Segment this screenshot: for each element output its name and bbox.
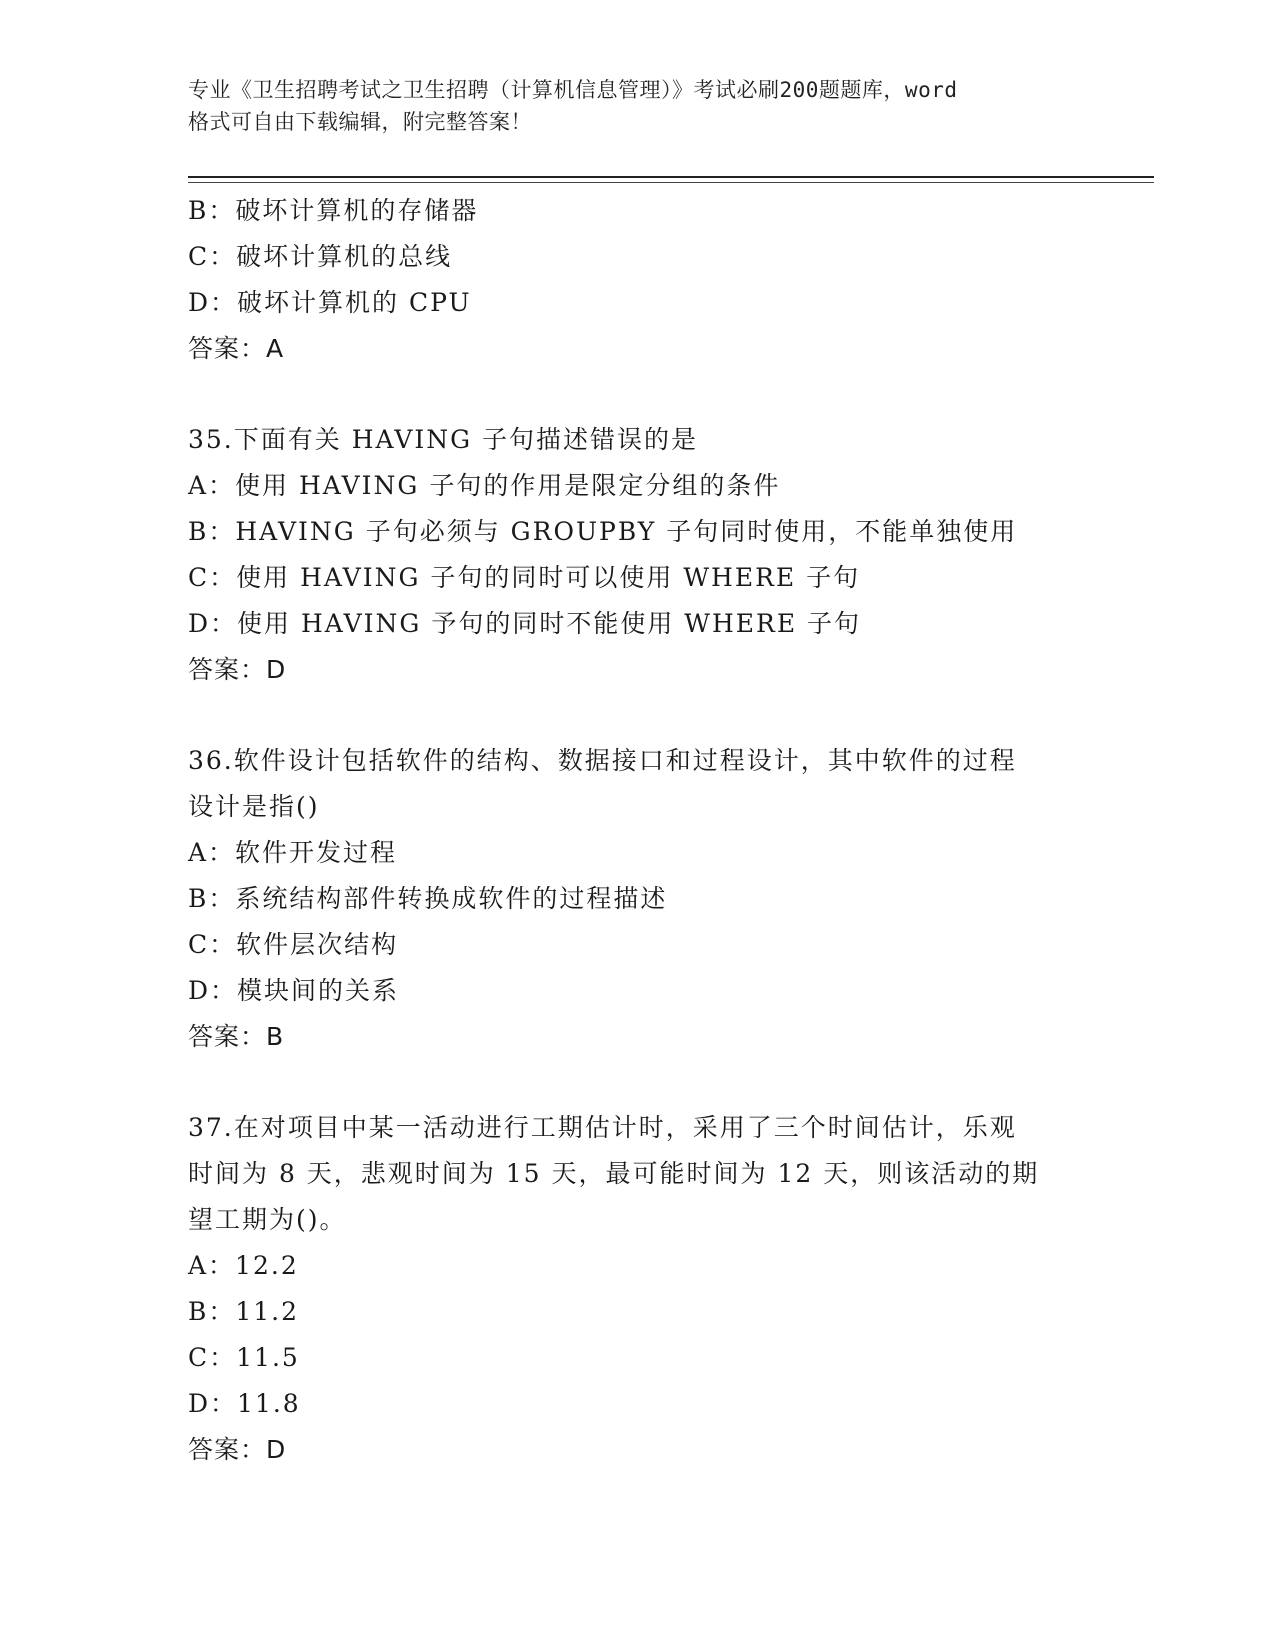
header-title-line-1: 专业《卫生招聘考试之卫生招聘（计算机信息管理）》考试必刷200题题库，word <box>188 78 958 102</box>
question-34-tail <box>188 188 1068 372</box>
answer-line: 答案：A <box>188 334 285 363</box>
header-divider-thick <box>188 176 1154 178</box>
option-c: C：破坏计算机的总线 <box>188 242 453 271</box>
answer-line: 答案：D <box>188 1435 287 1464</box>
option-d: D：破坏计算机的 CPU <box>188 288 472 317</box>
question-36 <box>188 738 1068 1060</box>
question-text-line-1: 37.在对项目中某一活动进行工期估计时，采用了三个时间估计，乐观 <box>188 1113 1017 1142</box>
option-b: B：系统结构部件转换成软件的过程描述 <box>188 884 668 913</box>
option-b: B：破坏计算机的存储器 <box>188 196 479 225</box>
question-text-line-1: 36.软件设计包括软件的结构、数据接口和过程设计，其中软件的过程 <box>188 746 1017 775</box>
question-35 <box>188 417 1068 693</box>
option-a: A：使用 HAVING 子句的作用是限定分组的条件 <box>188 471 781 500</box>
question-text: 35.下面有关 HAVING 子句描述错误的是 <box>188 425 699 454</box>
document-header <box>188 74 1088 138</box>
option-d: D：使用 HAVING 予句的同时不能使用 WHERE 子句 <box>188 609 862 638</box>
answer-line: 答案：D <box>188 655 287 684</box>
option-a: A：软件开发过程 <box>188 838 398 867</box>
option-b: B：HAVING 子句必须与 GROUPBY 子句同时使用，不能单独使用 <box>188 517 1018 546</box>
option-c: C：11.5 <box>188 1343 300 1372</box>
question-list <box>188 188 1068 1473</box>
option-d: D：模块间的关系 <box>188 976 400 1005</box>
option-c: C：使用 HAVING 子句的同时可以使用 WHERE 子句 <box>188 563 861 592</box>
option-b: B：11.2 <box>188 1297 300 1326</box>
header-title-line-2: 格式可自由下载编辑，附完整答案！ <box>188 110 532 134</box>
spacer <box>188 693 1068 738</box>
header-divider-thin <box>188 182 1154 183</box>
spacer <box>188 1060 1068 1105</box>
question-text-line-3: 望工期为()。 <box>188 1205 347 1234</box>
question-text-line-2: 时间为 8 天，悲观时间为 15 天，最可能时间为 12 天，则该活动的期 <box>188 1159 1040 1188</box>
option-d: D：11.8 <box>188 1389 301 1418</box>
question-text-line-2: 设计是指() <box>188 792 320 821</box>
option-c: C：软件层次结构 <box>188 930 399 959</box>
answer-line: 答案：B <box>188 1022 285 1051</box>
option-a: A：12.2 <box>188 1251 299 1280</box>
spacer <box>188 372 1068 417</box>
question-37 <box>188 1105 1068 1473</box>
